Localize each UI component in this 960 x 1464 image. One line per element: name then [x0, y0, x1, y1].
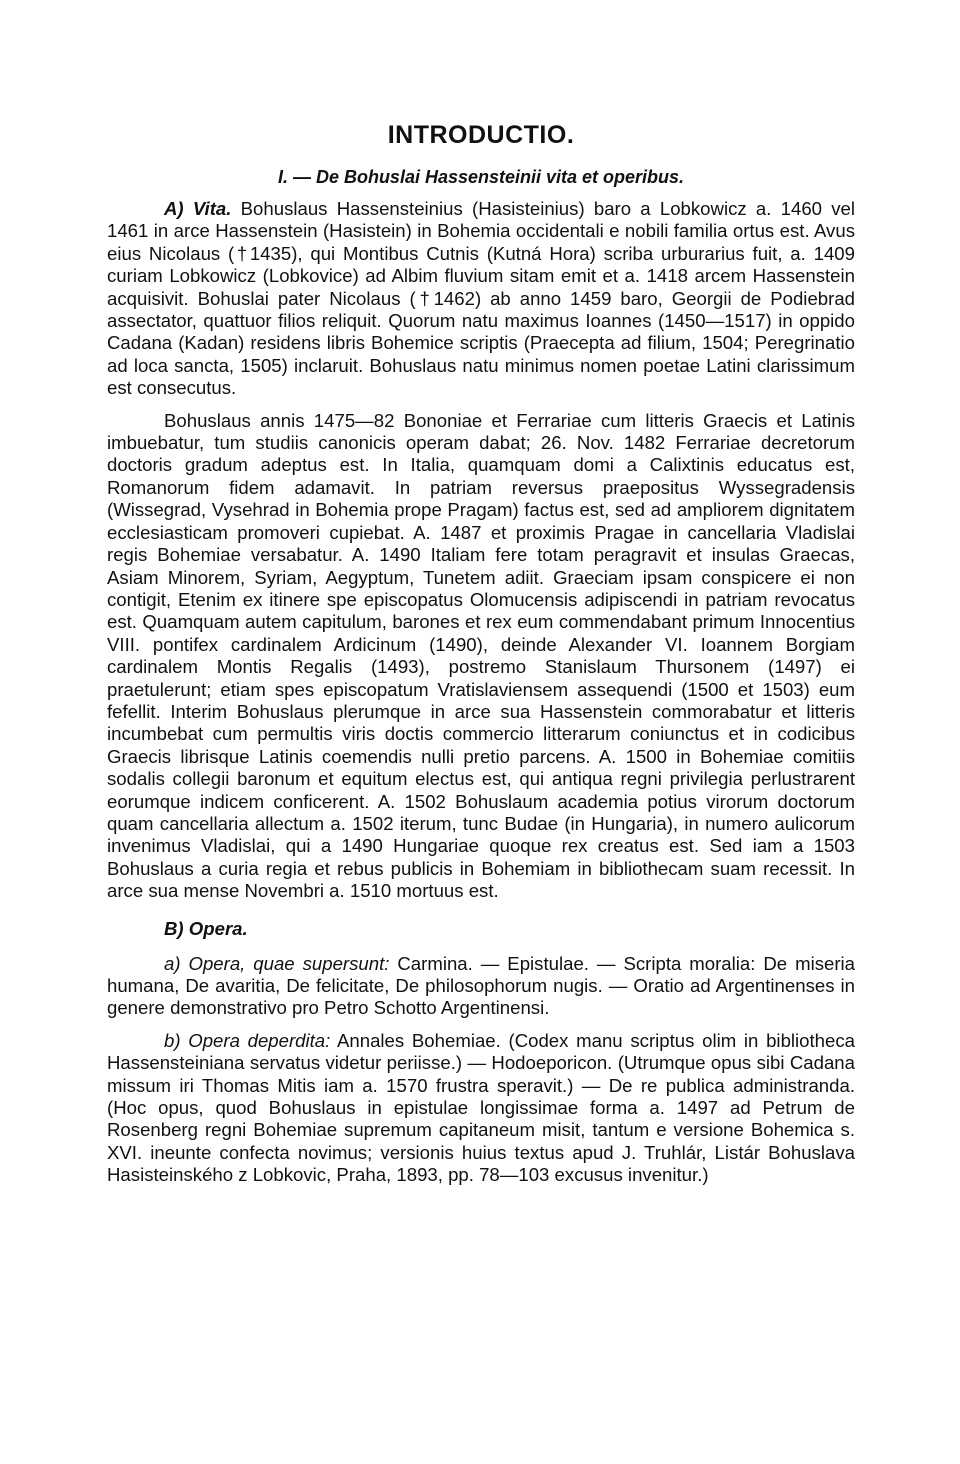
opera-heading: B) Opera.: [164, 917, 248, 939]
opera-a-label: a) Opera, quae supersunt:: [164, 952, 390, 974]
opera-b-label: b) Opera deperdita:: [164, 1029, 331, 1051]
opera-paragraph-a: [107, 953, 855, 1020]
page-title: INTRODUCTIO.: [387, 121, 575, 149]
vita-text-1: Bohuslaus Hassensteinius (Hasisteinius) baro a Lobkowicz a. 1460 vel 1461 in arce Hassenstein (Hasistein) in Bohemia occidentali e nobili familia ortus est. Avus eius Nicolaus (†1435), qui Montibus Cutnis (Kutná Hora) scriba urburarius fuit, a. 1409 curiam Lobkowicz (Lobkovice) ad Albim fluvium sitam emit et a. 1418 arcem Hassenstein acquisivit. Bohuslai pater Nicolaus (†1462) ab anno 1459 baro, Georgii de Podiebrad assectator, quattuor filios reliquit. Quorum natu maximus Ioannes (1450—1517) in oppido Cadana (Kadan) residens libris Bohemice scriptis (Praecepta ad filium, 1504; Peregrinatio ad loca sancta, 1505) inclaruit. Bohuslaus natu minimus nomen poetae Latini clarissimum est consecutus.: [107, 198, 855, 399]
section-heading: I. — De Bohuslai Hassensteinii vita et operibus.: [277, 167, 685, 187]
vita-label: A) Vita.: [164, 198, 232, 219]
document-page: [107, 118, 855, 1187]
opera-b-text: Annales Bohemiae. (Codex manu scriptus olim in bibliotheca Hassensteiniana servatus videtur periisse.) — Hodoeporicon. (Utrumque opus sibi Cadana missum iri Thomas Mitis iam a. 1570 frustra speravit.) — De re publica administranda. (Hoc opus, quod Bohuslaus in epistulae longissimae forma a. 1497 ad Petrum de Rosenberg regni Bohemiae supremum capitaneum misit, tantum e versione Bohemica s. XVI. ineunte confecta novimus; versionis huius textus apud J. Truhlár, Listár Bohuslava Hasisteinského z Lobkovic, Praha, 1893, pp. 78—103 excusus invenitur.): [107, 1029, 855, 1186]
vita-paragraph-2: Bohuslaus annis 1475—82 Bononiae et Ferrariae cum litteris Graecis et Latinis imbuebatur, tum studiis canonicis operam dabat; 26. Nov. 1482 Ferrariae decretorum doctoris gradum adeptus est. In Italia, quamquam domi a Calixtinis educatus est, Romanorum fidem adamavit. In patriam reversus praepositus Wyssegradensis (Wissegrad, Vysehrad in Bohemia prope Pragam) factus est, sed ad ampliorem dignitatem ecclesiasticam promoveri cupiebat. A. 1487 et proximis Pragae in cancellaria Vladislai regis Bohemiae versabatur. A. 1490 Italiam fere totam peragravit et insulas Graecas, Asiam Minorem, Syriam, Aegyptum, Tunetem adiit. Graeciam ipsam conspicere ei non contigit, Etenim ex itinere spe episcopatus Olomucensis adipiscendi in patriam revocatus est. Quamquam autem capitulum, barones et rex eum commendabant primum Innocentius VIII. pontifex cardinalem Ardicinum (1490), deinde Alexander VI. Ioannem Borgiam cardinalem Montis Regalis (1493), postremo Stanislaum Thursonem (1497) ei praetulerunt; etiam spes episcopatum Vratislaviensem assequendi (1500 et 1503) eum fefellit. Interim Bohuslaus plerumque in arce sua Hassenstein commorabatur et litteris incumbebat cum permultis viris doctis commercio litterarum coniunctus et in codicibus Graecis librisque Latinis coemendis nulli pretio parcens. A. 1500 in Bohemiae comitiis sodalis collegii baronum et equitum electus est, qui antiqua regni privilegia perlustrarent eorumque indicem conficerent. A. 1502 Bohuslaum academia potius virorum doctorum quam cancellaria allectum a. 1502 iterum, tunc Budae (in Hungaria), in numero aulicorum invenimus Vladislai, qui a 1490 Hungariae quoque rex creatus est. Sed iam a 1503 Bohuslaus a curia regia et rebus publicis in Bohemiam in bibliothecam suam recessit. In arce sua mense Novembri a. 1510 mortuus est.: [107, 409, 855, 902]
opera-paragraph-b: [107, 1030, 855, 1187]
vita-paragraph-1: [107, 198, 855, 400]
opera-a-text: Carmina. — Epistulae. — Scripta moralia: De miseria humana, De avaritia, De felicitate, De philosophorum nugis. — Oratio ad Argentinenses in genere demonstrativo pro Petro Schotto Argentinensi.: [107, 952, 855, 1019]
